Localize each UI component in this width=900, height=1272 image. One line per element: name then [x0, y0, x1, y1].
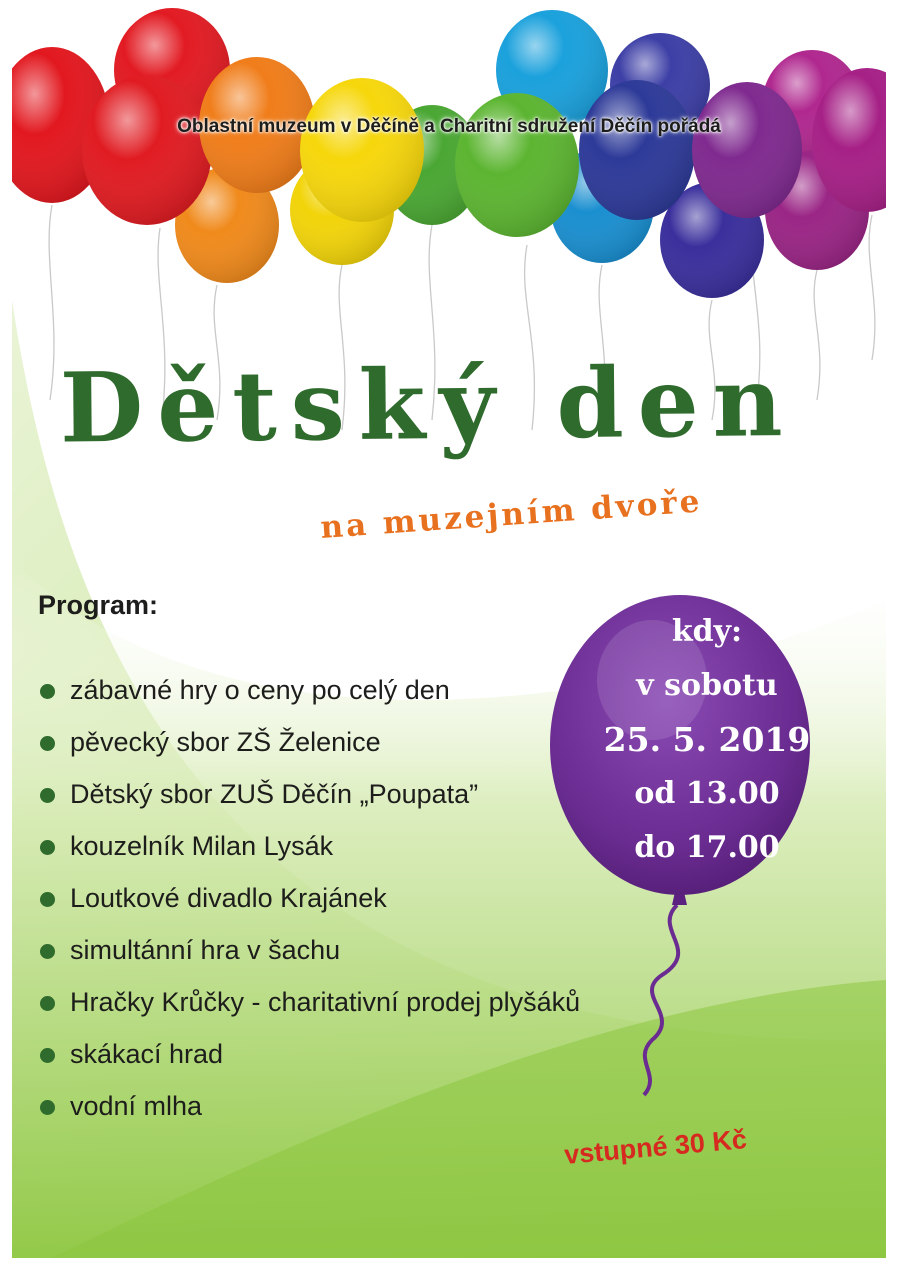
organizer-line: Oblastní muzeum v Děčíně a Charitní sdružení Děčín pořádá	[177, 116, 721, 137]
when-date: 25. 5. 2019	[603, 720, 811, 759]
bullet-icon	[40, 788, 55, 803]
list-item: simultánní hra v šachu	[38, 924, 598, 976]
list-item: skákací hrad	[38, 1028, 598, 1080]
when-to: do 17.00	[634, 830, 780, 865]
when-day: v sobotu	[636, 668, 778, 703]
bullet-icon	[40, 736, 55, 751]
page-title: Dětský den	[59, 345, 797, 465]
list-item: pěvecký sbor ZŠ Želenice	[38, 716, 598, 768]
list-item: vodní mlha	[38, 1080, 598, 1132]
bullet-icon	[40, 840, 55, 855]
program-list	[38, 664, 598, 1132]
bullet-icon	[40, 892, 55, 907]
bullet-icon	[40, 684, 55, 699]
subtitle: na muzejním dvoře	[319, 483, 704, 547]
bullet-icon	[40, 1048, 55, 1063]
list-item: Dětský sbor ZUŠ Děčín „Poupata”	[38, 768, 598, 820]
poster	[12, 0, 886, 1258]
bullet-icon	[40, 996, 55, 1011]
bullet-icon	[40, 1100, 55, 1115]
list-item: kouzelník Milan Lysák	[38, 820, 598, 872]
admission-price: vstupné 30 Kč	[562, 1124, 748, 1170]
program-heading: Program:	[38, 590, 159, 620]
list-item: Loutkové divadlo Krajánek	[38, 872, 598, 924]
list-item: zábavné hry o ceny po celý den	[38, 664, 598, 716]
event-when	[582, 605, 832, 875]
when-label: kdy:	[671, 614, 743, 649]
balloon-cluster	[12, 8, 886, 298]
bullet-icon	[40, 944, 55, 959]
when-from: od 13.00	[634, 776, 780, 811]
list-item: Hračky Krůčky - charitativní prodej plyšáků	[38, 976, 598, 1028]
